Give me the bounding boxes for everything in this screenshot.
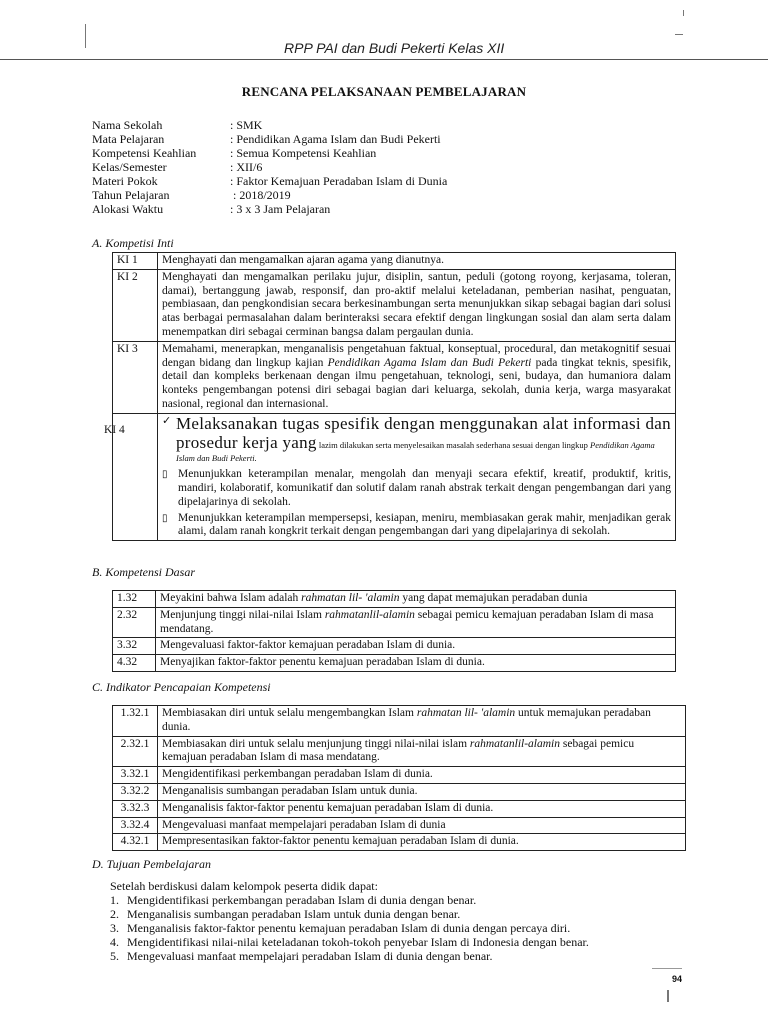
bullet-icon: ▯ <box>162 512 168 524</box>
list-text: Mengidentifikasi nilai-nilai keteladanan tokoh-tokoh penyebar Islam di Indonesia dengan benar. <box>127 935 589 949</box>
ki4-text <box>158 413 676 540</box>
list-number: 4. <box>110 935 119 949</box>
list-text: Mengevaluasi manfaat mempelajari peradaban Islam di dunia dengan benar. <box>127 949 493 963</box>
list-text: Menganalisis sumbangan peradaban Islam untuk dunia dengan benar. <box>127 907 461 921</box>
info-row <box>92 146 447 160</box>
indikator-code: 2.32.1 <box>113 736 158 767</box>
section-heading-d: D. Tujuan Pembelajaran <box>92 857 211 871</box>
info-value: : 3 x 3 Jam Pelajaran <box>230 202 331 216</box>
crop-mark-right <box>675 34 683 35</box>
ki4-bullet-text: Menunjukkan keterampilan mempersepsi, kesiapan, meniru, membiasakan gerak mahir, menjadikan gerak alami, dalam ranah kongkrit terkait dengan pengembangan dari yang dipelajarinya di sekolah. <box>178 511 671 538</box>
page-number-rule <box>652 968 682 969</box>
table-row <box>113 253 676 270</box>
table-row <box>113 269 676 341</box>
indikator-text: Mempresentasikan faktor-faktor penentu kemajuan peradaban Islam di dunia. <box>158 834 686 851</box>
section-heading-c: C. Indikator Pencapaian Kompetensi <box>92 680 271 694</box>
running-header: RPP PAI dan Budi Pekerti Kelas XII <box>284 40 505 56</box>
info-row <box>92 160 447 174</box>
info-value: : Faktor Kemajuan Peradaban Islam di Dunia <box>230 174 448 188</box>
tujuan-intro: Setelah berdiskusi dalam kelompok peserta didik dapat: <box>110 879 378 893</box>
list-number: 5. <box>110 949 119 963</box>
ki-code: KI 1 <box>113 253 158 270</box>
tujuan-block <box>110 879 589 963</box>
checkmark-icon: ✓ <box>162 414 172 427</box>
list-text: Mengidentifikasi perkembangan peradaban Islam di dunia dengan benar. <box>127 893 477 907</box>
table-row <box>113 834 686 851</box>
list-number: 2. <box>110 907 119 921</box>
ki4-main-text: Melaksanakan tugas spesifik dengan menggunakan alat informasi dan prosedur kerja yang <box>176 413 671 452</box>
table-row <box>113 591 676 608</box>
kd-text <box>156 591 676 608</box>
kd-code: 3.32 <box>113 638 156 655</box>
ki4-code: KI 4 <box>104 424 125 436</box>
indikator-text: Mengidentifikasi perkembangan peradaban Islam di dunia. <box>158 767 686 784</box>
ki3-text-before: Memahami, menerapkan, menganalisis pengetahuan faktual, konseptual, procedural, dan metakognitif sesuai dengan bidang dan lingkup kajian <box>162 342 671 369</box>
ki-code: KI 2 <box>113 269 158 341</box>
list-item <box>110 949 589 963</box>
header-rule <box>0 59 768 60</box>
table-row <box>113 783 686 800</box>
ki-text: Menghayati dan mengamalkan perilaku jujur, disiplin, santun, peduli (gotong royong, kerjasama, toleran, damai), bertanggung jawab, responsif, dan pro-aktif melalui keteladanan, pemberian nasihat, penguatan, pembiasaan, dan pengkondisian secara berkesinambungan serta menunjukkan sikap sebagai bagian dari solusi atas berbagai permasalahan dalam berinteraksi secara efektif dengan lingkungan sosial dan alam serta dalam menempatkan diri sebagai cerminan bangsa dalam pergaulan dunia. <box>158 269 676 341</box>
table-row <box>113 767 686 784</box>
identity-block <box>92 118 447 216</box>
indikator-text <box>158 706 686 737</box>
kd-text-before: Menjunjung tinggi nilai-nilai Islam <box>160 608 325 621</box>
kd-text <box>156 607 676 638</box>
table-row <box>113 736 686 767</box>
indikator-text: Mengevaluasi manfaat mempelajari peradaban Islam di dunia <box>158 817 686 834</box>
kd-text-after: yang dapat memajukan peradaban dunia <box>399 592 588 604</box>
list-number: 3. <box>110 921 119 935</box>
kd-text-before: Meyakini bahwa Islam adalah <box>160 592 302 604</box>
ki-text <box>158 341 676 413</box>
ki-text: Menghayati dan mengamalkan ajaran agama yang dianutnya. <box>158 253 676 270</box>
indikator-text-italic: rahmatanlil-alamin <box>469 737 560 750</box>
list-item <box>162 468 671 509</box>
indikator-code: 1.32.1 <box>113 706 158 737</box>
indikator-text: Menganalisis faktor-faktor penentu kemajuan peradaban Islam di dunia. <box>158 800 686 817</box>
info-label: Alokasi Waktu <box>92 202 164 216</box>
info-label: Materi Pokok <box>92 174 158 188</box>
info-row <box>92 174 447 188</box>
indikator-text: Menganalisis sumbangan peradaban Islam untuk dunia. <box>158 783 686 800</box>
indikator-text-italic: rahmatan lil- 'alamin <box>416 707 516 719</box>
ki4-bullet-text: Menunjukkan keterampilan menalar, mengolah dan menyaji secara efektif, kreatif, produktif, kritis, mandiri, kolaboratif, komunikatif dan solutif dalam ranah abstrak terkait dengan pengembangan dari yang dipelajarinya di sekolah. <box>178 468 671 508</box>
indikator-code: 4.32.1 <box>113 834 158 851</box>
table-row <box>113 638 676 655</box>
info-label: Nama Sekolah <box>92 118 163 132</box>
list-item <box>110 935 589 949</box>
kd-text-italic: rahmatan lil- 'alamin <box>301 592 400 604</box>
info-row <box>92 202 447 216</box>
indikator-text <box>158 736 686 767</box>
crop-mark-left <box>85 24 86 48</box>
table-row <box>113 800 686 817</box>
kd-code: 1.32 <box>113 591 156 608</box>
table-row <box>113 706 686 737</box>
kd-text-after: sebagai pemicu kemajuan peradaban Islam di masa mendatang. <box>160 608 654 635</box>
kd-code: 2.32 <box>113 607 156 638</box>
table-row <box>113 413 676 540</box>
table-row <box>113 607 676 638</box>
ki4-small-text: lazim dilakukan serta menyelesaikan masalah sederhana sesuai dengan lingkup <box>316 439 591 450</box>
info-value: : XII/6 <box>230 160 263 174</box>
crop-mark-top-right <box>683 10 684 16</box>
table-row <box>113 341 676 413</box>
page-number: 94 <box>671 974 682 984</box>
indikator-code: 3.32.2 <box>113 783 158 800</box>
bullet-icon: ▯ <box>162 469 168 481</box>
info-label: Kelas/Semester <box>92 160 167 174</box>
list-item <box>110 921 589 935</box>
info-row <box>92 132 447 146</box>
kompetensi-dasar-table <box>112 590 676 672</box>
table-row <box>113 817 686 834</box>
table-row <box>113 655 676 672</box>
list-number: 1. <box>110 893 119 907</box>
indikator-text-before: Membiasakan diri untuk selalu menjunjung tinggi nilai-nilai islam <box>162 737 470 750</box>
crop-mark-bottom <box>667 990 669 1002</box>
list-item <box>110 893 589 907</box>
indikator-text-after: sebagai pemicu kemajuan peradaban Islam di masa mendatang. <box>162 737 635 764</box>
kd-text <box>156 655 676 672</box>
info-value: : Semua Kompetensi Keahlian <box>230 146 377 160</box>
kd-text-before: Menyajikan faktor-faktor penentu kemajuan peradaban Islam di dunia. <box>160 656 485 669</box>
info-value: : 2018/2019 <box>230 188 291 202</box>
ki4-small-italic: Pendidikan Agama Islam dan Budi Pekerti. <box>176 439 655 464</box>
indikator-code: 3.32.1 <box>113 767 158 784</box>
kd-text-italic: rahmatanlil-alamin <box>324 608 415 621</box>
info-label: Mata Pelajaran <box>92 132 165 146</box>
indikator-text-after: untuk memajukan peradaban dunia. <box>162 707 651 733</box>
info-row <box>92 118 447 132</box>
info-row <box>92 188 447 202</box>
ki3-text-after: pada tingkat teknis, spesifik, detail dan kompleks berkenaan dengan ilmu pengetahuan, teknologi, seni, budaya, dan humaniora dalam konteks pengembangan potensi diri sebagai bagian dari keluarga, sekolah, dunia kerja, warga masyarakat nasional, regional dan internasional. <box>162 356 671 410</box>
info-label: Tahun Pelajaran <box>92 188 170 202</box>
ki3-text-italic: Pendidikan Agama Islam dan Budi Pekerti <box>327 356 532 369</box>
kompetensi-inti-table <box>112 252 676 541</box>
kd-text <box>156 638 676 655</box>
kd-text-before: Mengevaluasi faktor-faktor kemajuan peradaban Islam di dunia. <box>160 639 456 652</box>
list-item <box>162 512 671 540</box>
indikator-text-before: Membiasakan diri untuk selalu mengembangkan Islam <box>162 707 417 719</box>
info-label: Kompetensi Keahlian <box>92 146 197 160</box>
list-item <box>110 907 589 921</box>
indikator-table <box>112 705 686 851</box>
indikator-code: 3.32.3 <box>113 800 158 817</box>
kd-code: 4.32 <box>113 655 156 672</box>
info-value: : Pendidikan Agama Islam dan Budi Pekerti <box>230 132 441 146</box>
indikator-code: 3.32.4 <box>113 817 158 834</box>
page-title: RENCANA PELAKSANAAN PEMBELAJARAN <box>241 84 527 99</box>
section-heading-b: B. Kompetensi Dasar <box>92 565 195 579</box>
section-heading-a: A. Kompetisi Inti <box>92 236 174 250</box>
info-value: : SMK <box>230 118 263 132</box>
list-text: Menganalisis faktor-faktor penentu kemajuan peradaban Islam di dunia dengan percaya diri. <box>127 921 571 935</box>
ki-code: KI 3 <box>113 341 158 413</box>
tujuan-list <box>110 893 589 963</box>
